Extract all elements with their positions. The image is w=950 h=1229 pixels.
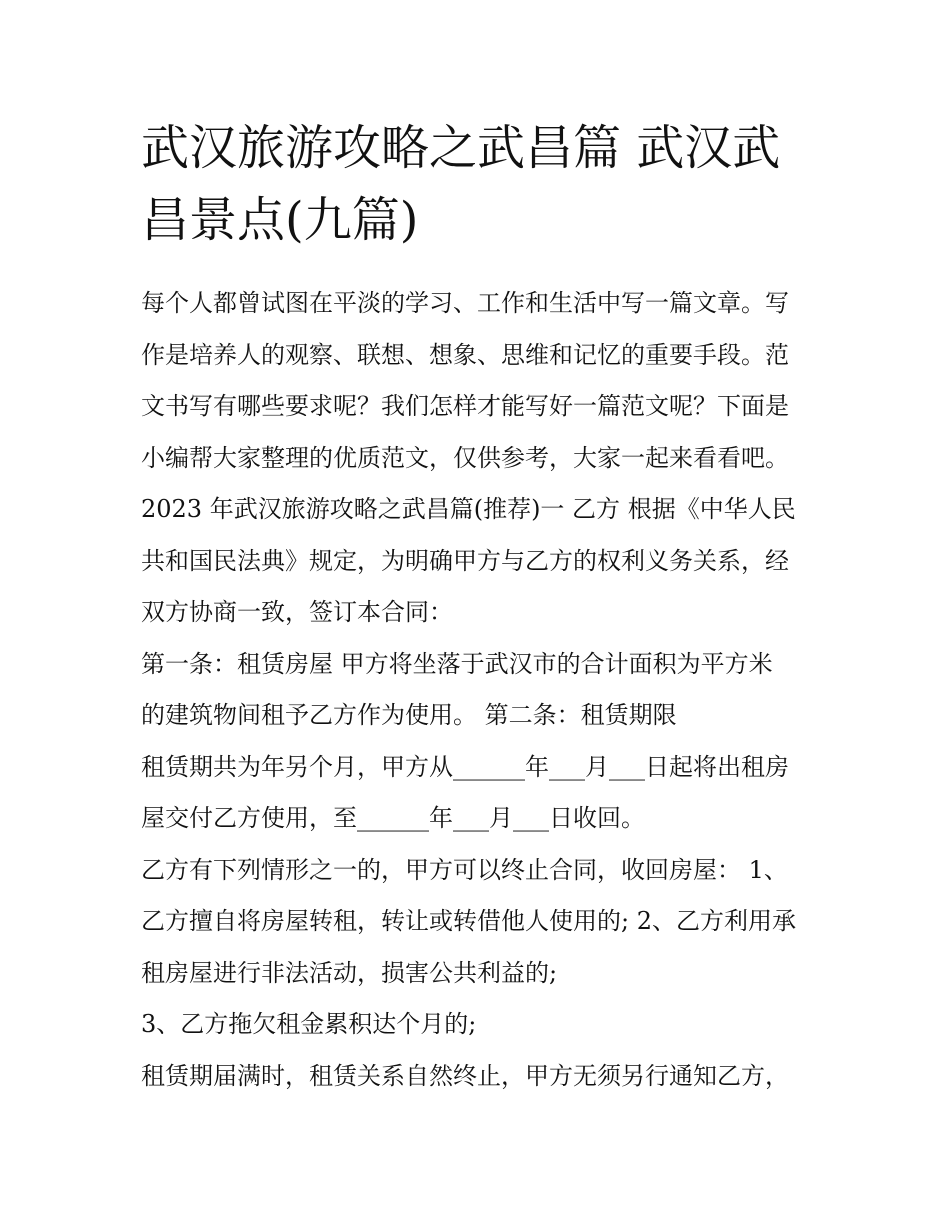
body-line: 乙方擅自将房屋转租，转让或转借他人使用的; 2、乙方利用承 <box>141 907 796 935</box>
body-line: 2023 年武汉旅游攻略之武昌篇(推荐)一 乙方 根据《中华人民 <box>141 495 796 523</box>
body-line: 乙方有下列情形之一的，甲方可以终止合同，收回房屋： 1、 <box>141 855 788 884</box>
body-line: 租房屋进行非法活动，损害公共利益的; <box>141 958 558 987</box>
body-line: 每个人都曾试图在平淡的学习、工作和生活中写一篇文章。写 <box>141 289 789 317</box>
body-line: 租赁期届满时，租赁关系自然终止，甲方无须另行通知乙方， <box>141 1061 789 1090</box>
body-line: 第一条：租赁房屋 甲方将坐落于武汉市的合计面积为平方米 <box>141 649 773 678</box>
document-body <box>141 278 821 1102</box>
body-line: 租赁期共为年另个月，甲方从______年___月___日起将出租房 <box>141 752 789 781</box>
body-line: 屋交付乙方使用，至______年___月___日收回。 <box>141 804 645 832</box>
body-line: 作是培养人的观察、联想、想象、思维和记忆的重要手段。范 <box>141 340 789 369</box>
body-line: 的建筑物间租予乙方作为使用。 第二条：租赁期限 <box>141 701 677 729</box>
body-line: 文书写有哪些要求呢？我们怎样才能写好一篇范文呢？下面是 <box>141 392 789 420</box>
title-line-2: 昌景点(九篇) <box>141 192 419 248</box>
body-line: 共和国民法典》规定，为明确甲方与乙方的权利义务关系，经 <box>141 546 789 575</box>
body-line: 双方协商一致，签订本合同： <box>141 598 453 626</box>
body-line: 小编帮大家整理的优质范文，仅供参考，大家一起来看看吧。 <box>141 443 789 472</box>
document-title <box>141 112 821 256</box>
body-line: 3、乙方拖欠租金累积达个月的; <box>141 1010 477 1038</box>
title-line-1: 武汉旅游攻略之武昌篇 武汉武 <box>141 120 781 176</box>
